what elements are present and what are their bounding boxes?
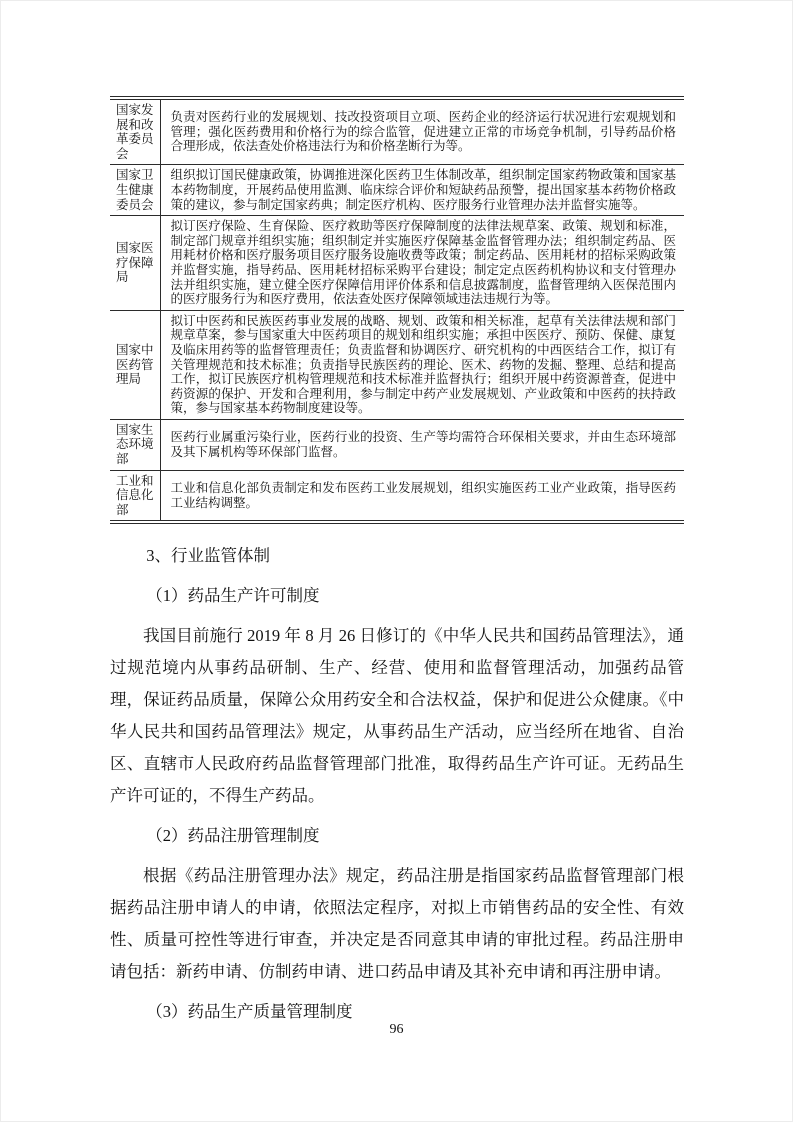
duty-cell: 负责对医药行业的发展规划、技改投资项目立项、医药企业的经济运行状况进行宏观规划和管理；强化医药费用和价格行为的综合监管，促进建立正常的市场竞争机制，引导药品价格合理形成，依法查处价格违法行为和价格垄断行为等。 — [160, 100, 684, 165]
duty-cell: 医药行业属重污染行业，医药行业的投资、生产等均需符合环保相关要求，并由生态环境部及其下属机构等环保部门监督。 — [160, 419, 684, 470]
table-row — [110, 100, 684, 165]
table-row — [110, 216, 684, 311]
paragraph-1: 我国目前施行 2019 年 8 月 26 日修订的《中华人民共和国药品管理法》，通过规范境内从事药品研制、生产、经营、使用和监督管理活动，加强药品管理，保证药品质量，保障公众用药安全和合法权益，保护和促进公众健康。《中华人民共和国药品管理法》规定，从事药品生产活动，应当经所在地省、自治区、直辖市人民政府药品监督管理部门批准，取得药品生产许可证。无药品生产许可证的，不得生产药品。 — [110, 626, 684, 806]
table-row — [110, 165, 684, 216]
page-content — [110, 96, 684, 1028]
agency-cell: 国家医疗保障局 — [110, 216, 160, 311]
agency-cell: 工业和信息化部 — [110, 470, 160, 520]
duty-cell: 工业和信息化部负责制定和发布医药工业发展规划，组织实施医药工业产业政策，指导医药工业结构调整。 — [170, 480, 676, 510]
table-row — [110, 310, 684, 419]
subsection-title-2: （2）药品注册管理制度 — [146, 826, 320, 846]
duty-cell: 拟订中医药和民族医药事业发展的战略、规划、政策和相关标准，起草有关法律法规和部门规章草案，参与国家重大中医药项目的规划和组织实施；承担中医医疗、预防、保健、康复及临床用药等的监督管理责任；负责监督和协调医疗、研究机构的中西医结合工作，拟订有关管理规范和技术标准；负责指导民族医药的理论、医术、药物的发掘、整理、总结和提高工作，拟订民族医疗机构管理规范和技术标准并监督执行；组织开展中药资源普查，促进中药资源的保护、开发和合理利用，参与制定中药产业发展规划、产业政策和中医药的扶持政策，参与国家基本药物制度建设等。 — [160, 310, 684, 419]
page-number: 96 — [389, 1022, 404, 1037]
agency-cell: 国家生态环境部 — [110, 419, 160, 470]
agency-cell: 国家中医药管理局 — [110, 310, 160, 419]
table-row — [110, 419, 684, 470]
table-row — [110, 470, 684, 520]
regulators-table — [110, 96, 684, 524]
agency-cell: 国家发展和改革委员会 — [110, 100, 160, 165]
duty-cell: 拟订医疗保险、生育保险、医疗救助等医疗保障制度的法律法规草案、政策、规划和标准，制定部门规章并组织实施；组织制定并实施医疗保障基金监督管理办法；组织制定药品、医用耗材价格和医疗服务项目医疗服务设施收费等政策；制定药品、医用耗材的招标采购政策并监督实施，指导药品、医用耗材招标采购平台建设；制定定点医药机构协议和支付管理办法并组织实施，建立健全医疗保障信用评价体系和信息披露制度，监督管理纳入医保范围内的医疗服务行为和医疗费用，依法查处医疗保障领域违法违规行为等。 — [160, 216, 684, 311]
agency-cell: 国家卫生健康委员会 — [110, 165, 160, 216]
subsection-title-1: （1）药品生产许可制度 — [146, 586, 320, 606]
subsection-title-3: （3）药品生产质量管理制度 — [146, 1002, 353, 1022]
duty-cell: 组织拟订国民健康政策，协调推进深化医药卫生体制改革，组织制定国家药物政策和国家基本药物制度，开展药品使用监测、临床综合评价和短缺药品预警，提出国家基本药物价格政策的建议，参与制定国家药典；制定医疗机构、医疗服务行业管理办法并监督实施等。 — [160, 165, 684, 216]
section-heading: 3、行业监管体制 — [146, 546, 271, 566]
paragraph-2: 根据《药品注册管理办法》规定，药品注册是指国家药品监督管理部门根据药品注册申请人的申请，依照法定程序，对拟上市销售药品的安全性、有效性、质量可控性等进行审查，并决定是否同意其申请的审批过程。药品注册申请包括：新药申请、仿制药申请、进口药品申请及其补充申请和再注册申请。 — [110, 866, 684, 982]
